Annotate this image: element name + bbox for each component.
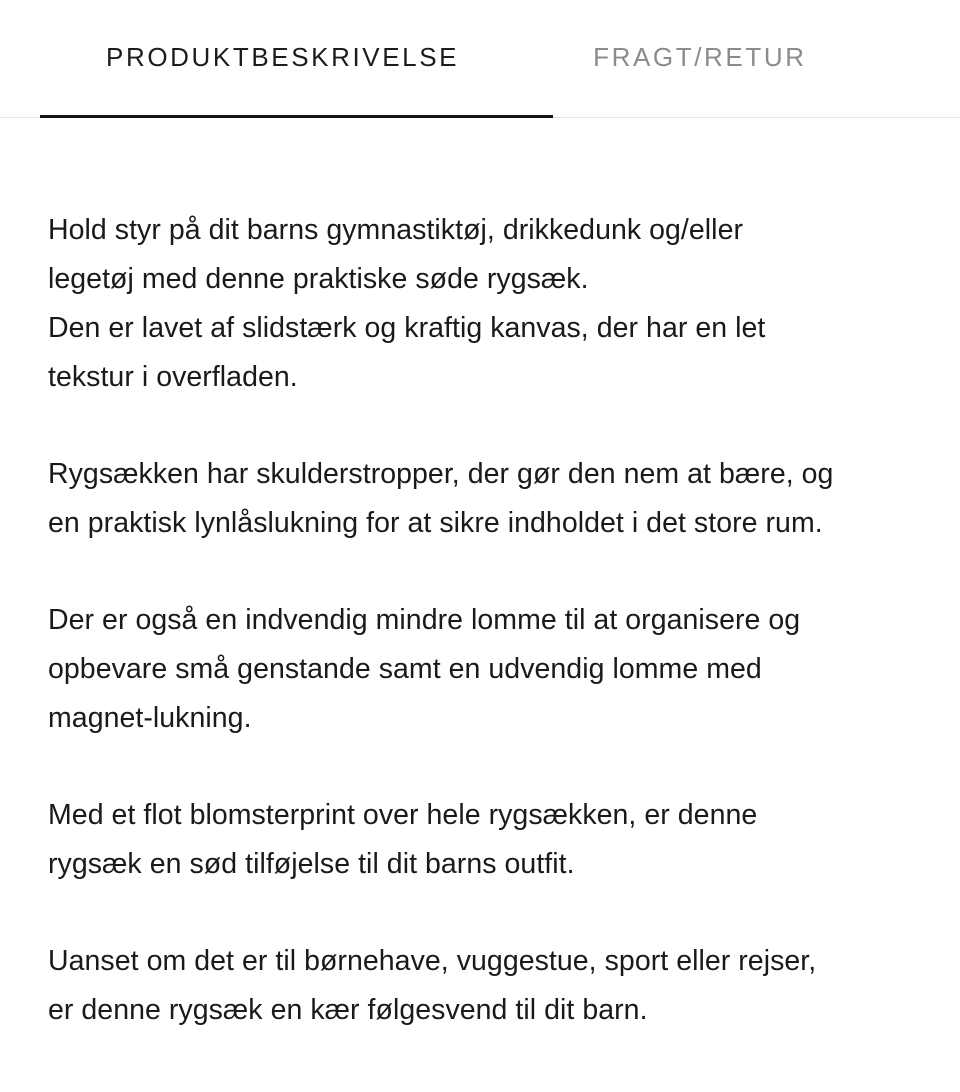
description-line: er denne rygsæk en kær følgesvend til dit barn. — [48, 994, 648, 1026]
description-line: en praktisk lynlåslukning for at sikre indholdet i det store rum. — [48, 507, 823, 539]
description-line: Den er lavet af slidstærk og kraftig kanvas, der har en let — [48, 312, 766, 344]
tab-produktbeskrivelse-label: PRODUKTBESKRIVELSE — [106, 42, 460, 72]
description-line: Rygsækken har skulderstropper, der gør den nem at bære, og — [48, 458, 834, 490]
description-paragraph — [48, 937, 910, 1035]
description-line: opbevare små genstande samt en udvendig lomme med — [48, 653, 762, 685]
description-content — [0, 206, 960, 1035]
description-line: Med et flot blomsterprint over hele rygsækken, er denne — [48, 799, 758, 831]
description-line: tekstur i overfladen. — [48, 361, 298, 393]
tab-produktbeskrivelse[interactable] — [106, 41, 459, 73]
tab-fragt-retur-label: FRAGT/RETUR — [593, 42, 807, 72]
description-line: magnet-lukning. — [48, 702, 252, 734]
description-paragraph — [48, 206, 910, 402]
description-line: Hold styr på dit barns gymnastiktøj, drikkedunk og/eller — [48, 214, 744, 246]
tab-fragt-retur[interactable] — [593, 41, 806, 73]
description-line: rygsæk en sød tilføjelse til dit barns outfit. — [48, 848, 575, 880]
tab-bar — [0, 0, 960, 118]
description-paragraph — [48, 450, 910, 548]
description-paragraph — [48, 596, 910, 743]
active-tab-indicator — [40, 115, 553, 118]
description-paragraph — [48, 791, 910, 889]
description-line: Uanset om det er til børnehave, vuggestue, sport eller rejser, — [48, 945, 817, 977]
description-line: legetøj med denne praktiske søde rygsæk. — [48, 263, 589, 295]
description-line: Der er også en indvendig mindre lomme til at organisere og — [48, 604, 801, 636]
